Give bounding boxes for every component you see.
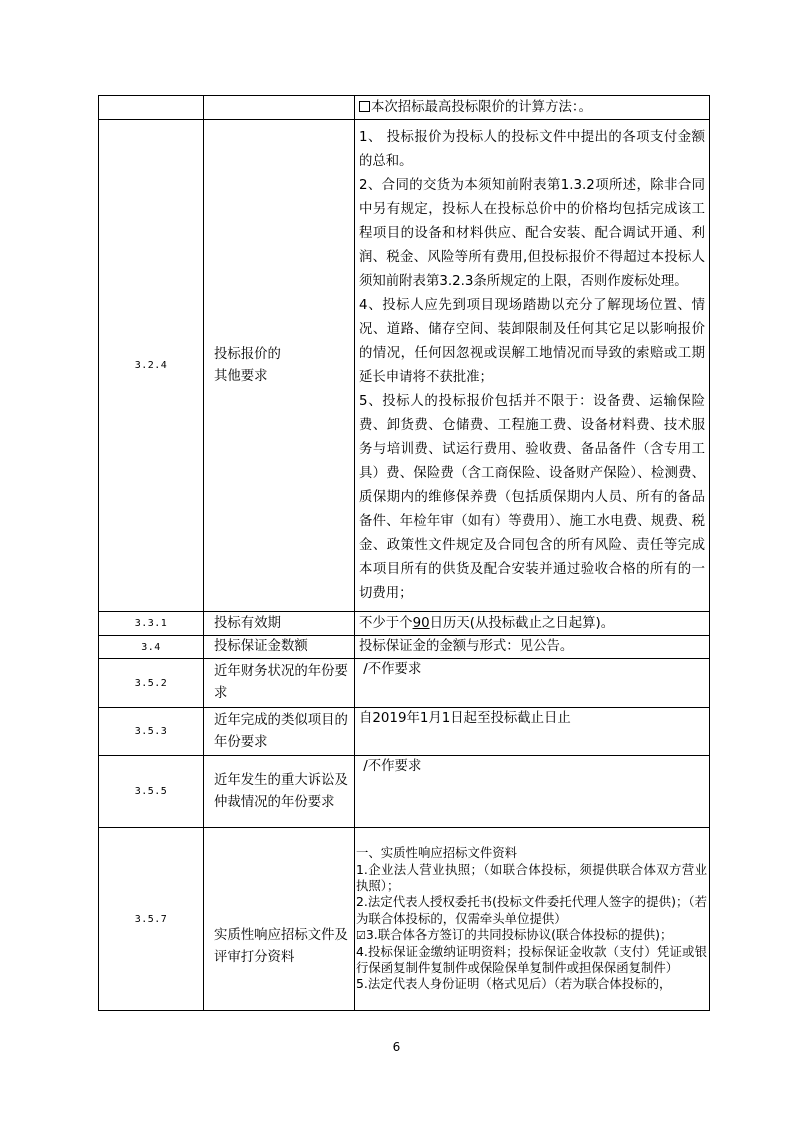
clause-content-cell: 投标保证金的金额与形式：见公告。 — [355, 636, 710, 659]
paragraph: 1.企业法人营业执照；（如联合体投标，须提供联合体双方营业执照）； — [356, 861, 707, 893]
clause-number-cell: 3.5.5 — [99, 756, 204, 828]
label-line-1: 投标报价的 — [214, 346, 281, 362]
clause-content-cell: 自2019年1月1日起至投标截止日止 — [355, 708, 710, 756]
clause-number-cell — [99, 96, 204, 120]
table-row — [99, 612, 710, 636]
clause-content-cell — [355, 120, 710, 612]
consortium-agreement-text: 3.联合体各方签订的共同投标协议(联合体投标的提供)； — [365, 927, 673, 943]
page-number: 6 — [392, 1040, 401, 1054]
clause-number-cell: 3.3.1 — [99, 612, 204, 636]
clause-label-cell: 近年发生的重大诉讼及仲裁情况的年份要求 — [204, 756, 355, 828]
clause-label-cell: 实质性响应招标文件及评审打分资料 — [204, 828, 355, 1011]
paragraph: 一、实质性响应招标文件资料 — [356, 845, 518, 861]
clause-label-cell: 近年完成的类似项目的年份要求 — [204, 708, 355, 756]
clause-label-cell: 近年财务状况的年份要求 — [204, 659, 355, 708]
clause-content-cell — [355, 828, 710, 1011]
bid-requirements-table — [98, 95, 710, 1011]
table-row — [99, 636, 710, 659]
table-row — [99, 828, 710, 1011]
validity-days: 90 — [412, 615, 430, 631]
clause-number-cell: 3.2.4 — [99, 120, 204, 612]
clause-number-cell: 3.5.2 — [99, 659, 204, 708]
checkbox-empty-icon — [359, 101, 370, 112]
clause-content-cell: /不作要求 — [355, 756, 710, 828]
clause-content-cell: /不作要求 — [355, 659, 710, 708]
clause-number-cell: 3.5.7 — [99, 828, 204, 1011]
clause-label-cell: 投标有效期 — [204, 612, 355, 636]
table-row — [99, 756, 710, 828]
label-line-2: 其他要求 — [214, 368, 268, 384]
table-row — [99, 96, 710, 120]
paragraph — [356, 927, 707, 943]
paragraph: 2.法定代表人授权委托书(投标文件委托代理人签字的提供)；（若为联合体投标的，仅需牵头单位提供） — [356, 894, 707, 926]
checkbox-checked-icon: ☑ — [356, 929, 366, 943]
table-row — [99, 120, 710, 612]
clause-label-cell: 投标保证金数额 — [204, 636, 355, 659]
paragraph: 5、投标人的投标报价包括并不限于：设备费、运输保险费、卸货费、仓储费、工程施工费、设备材料费、技术服务与培训费、试运行费用、验收费、备品备件（含专用工具）费、保险费（含工商保险、设备财产保险）、检测费、质保期内的维修保养费（包括质保期内人员、所有的备品备件、年检年审（如有）等费用）、施工水电费、规费、税金、政策性文件规定及合同包含的所有风险、责任等完成本项目所有的供货及配合安装并通过验收合格的所有的一切费用； — [359, 393, 705, 601]
clause-number-cell: 3.5.3 — [99, 708, 204, 756]
clause-number-cell: 3.4 — [99, 636, 204, 659]
validity-text-a: 不少于个 — [359, 615, 413, 631]
max-price-method-text: 本次招标最高投标限价的计算方法：。 — [371, 99, 592, 115]
table-row — [99, 708, 710, 756]
clause-label-cell — [204, 120, 355, 612]
paragraph: 2、合同的交货为本须知前附表第1.3.2项所述，除非合同中另有规定，投标人在投标总价中的价格均包括完成该工程项目的设备和材料供应、配合安装、配合调试开通、利润、税金、风险等所有费用,但投标报价不得超过本投标人须知前附表第3.2.3条所规定的上限，否则作废标处理。 — [359, 177, 705, 289]
clause-content-cell — [355, 96, 710, 120]
paragraph: 4.投标保证金缴纳证明资料；投标保证金收款（支付）凭证或银行保函复制件复制件或保险保单复制件或担保保函复制件） — [356, 943, 707, 976]
clause-content-cell — [355, 612, 710, 636]
table-row — [99, 659, 710, 708]
paragraph: 4、投标人应先到项目现场踏勘以充分了解现场位置、情况、道路、储存空间、装卸限制及任何其它足以影响报价的情况，任何因忽视或误解工地情况而导致的索赔或工期延长申请将不获批准； — [359, 297, 705, 385]
paragraph: 1、 投标报价为投标人的投标文件中提出的各项支付金额的总和。 — [359, 129, 705, 169]
validity-text-b: 日历天(从投标截止之日起算)。 — [429, 615, 615, 631]
clause-label-cell — [204, 96, 355, 120]
paragraph: 5.法定代表人身份证明（格式见后）（若为联合体投标的， — [356, 976, 672, 992]
